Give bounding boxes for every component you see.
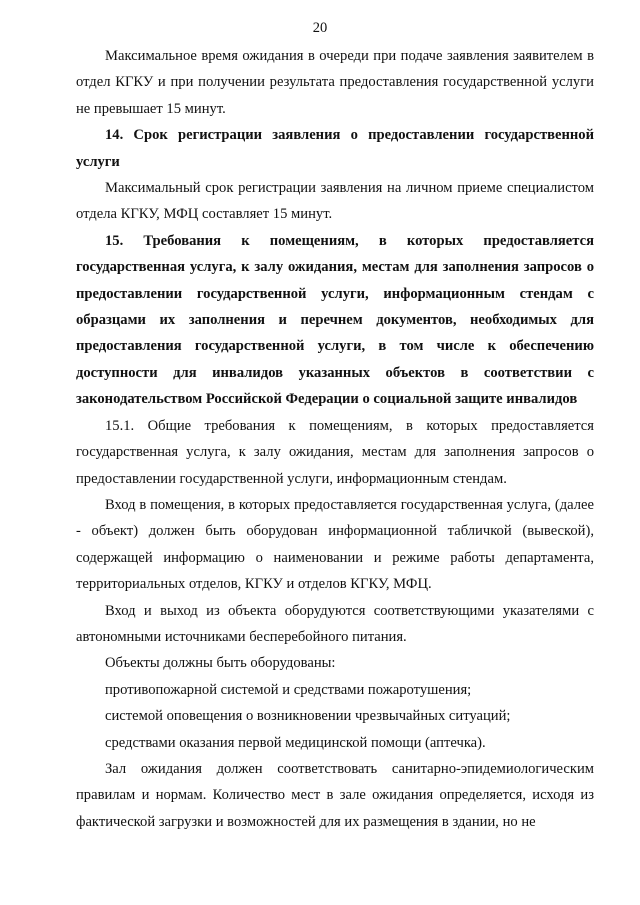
paragraph-15-1: 15.1. Общие требования к помещениям, в которых предоставляется государственная услуга, к залу ожидания, местам для заполнения запросов о предоставлении государственной услуги, информационным стендам.: [76, 417, 594, 487]
paragraph-equipment-intro: Объекты должны быть оборудованы:: [105, 655, 336, 672]
section-heading-14: 14. Срок регистрации заявления о предоставлении государственной услуги: [76, 127, 594, 170]
list-item-first-aid: средствами оказания первой медицинской помощи (аптечка).: [105, 734, 486, 751]
list-item-fire-system: противопожарной системой и средствами пожаротушения;: [105, 681, 472, 698]
paragraph-entrance: Вход в помещения, в которых предоставляется государственная услуга, (далее - объект) должен быть оборудован информационной табличкой (вывеской), содержащей информацию о наименовании и режиме работы департамента, территориальных отделов, КГКУ и отделов КГКУ, МФЦ.: [76, 496, 594, 593]
section-heading-15: 15. Требования к помещениям, в которых предоставляется государственная услуга, к залу ожидания, местам для заполнения запросов о предоставлении государственной услуги, информационным стендам с образцами их заполнения и перечнем документов, необходимых для предоставления государственной услуги, в том числе к обеспечению доступности для инвалидов указанных объектов в соответствии с законодательством Российской Федерации о социальной защите инвалидов: [76, 232, 594, 408]
document-body: [76, 43, 594, 835]
paragraph-registration-time: Максимальный срок регистрации заявления на личном приеме специалистом отдела КГКУ, МФЦ составляет 15 минут.: [76, 180, 594, 223]
list-item-alert-system: системой оповещения о возникновении чрезвычайных ситуаций;: [105, 708, 511, 725]
paragraph-wait-time: Максимальное время ожидания в очереди при подаче заявления заявителем в отдел КГКУ и при получении результата предоставления государственной услуги не превышает 15 минут.: [76, 48, 594, 117]
paragraph-entrance-exit: Вход и выход из объекта оборудуются соответствующими указателями с автономными источниками бесперебойного питания.: [76, 602, 594, 645]
page-number: 20: [312, 20, 328, 36]
paragraph-waiting-hall: Зал ожидания должен соответствовать санитарно-эпидемиологическим правилам и нормам. Количество мест в зале ожидания определяется, исходя из фактической загрузки и возможностей для их размещения в здании, но не: [76, 760, 594, 830]
